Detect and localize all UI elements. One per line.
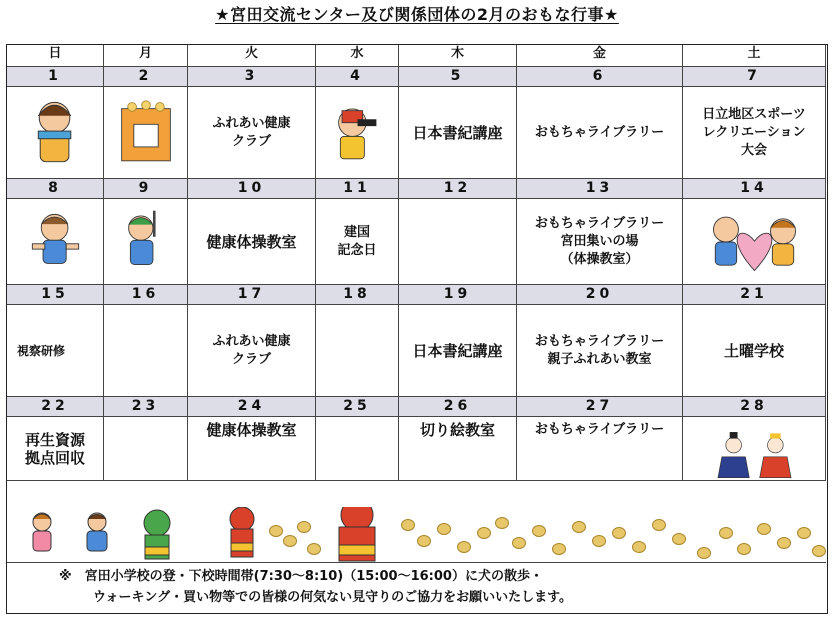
date-cell: 7 [683, 67, 826, 87]
event-cell [104, 417, 188, 481]
bean-icon [777, 537, 791, 549]
bean-icon [495, 517, 509, 529]
event-cell: 視察研修 [7, 305, 104, 397]
date-cell: 23 [104, 397, 188, 417]
running-boy-icon [9, 201, 102, 283]
date-cell: 1 [7, 67, 104, 87]
date-cell: 9 [104, 179, 188, 199]
event-cell: 日立地区スポーツ レクリエーション 大会 [683, 87, 826, 179]
fuku-masu-icon [106, 89, 186, 177]
setsubun-strip [7, 507, 826, 563]
date-cell: 12 [399, 179, 517, 199]
event-cell: 健康体操教室 [188, 417, 316, 481]
date-cell: 14 [683, 179, 826, 199]
date-cell: 8 [7, 179, 104, 199]
date-cell: 6 [517, 67, 683, 87]
bean-icon [269, 525, 283, 537]
date-cell: 18 [316, 285, 399, 305]
bean-icon [512, 537, 526, 549]
weekday-header: 土 [683, 45, 826, 67]
event-cell: 切り絵教室 [399, 417, 517, 481]
event-cell [316, 305, 399, 397]
date-cell: 19 [399, 285, 517, 305]
event-cell: 健康体操教室 [188, 199, 316, 285]
date-cell: 4 [316, 67, 399, 87]
bean-icon [672, 533, 686, 545]
valentine-kids-icon [685, 201, 824, 283]
event-cell: おもちゃライブラリー 親子ふれあい教室 [517, 305, 683, 397]
date-cell: 22 [7, 397, 104, 417]
bean-icon [283, 535, 297, 547]
notice [7, 563, 826, 613]
weekday-header: 火 [188, 45, 316, 67]
date-cell: 10 [188, 179, 316, 199]
bean-icon [477, 527, 491, 539]
date-cell: 11 [316, 179, 399, 199]
date-cell: 16 [104, 285, 188, 305]
event-cell: おもちゃライブラリー [517, 417, 683, 481]
bean-icon [757, 523, 771, 535]
bean-icon [697, 547, 711, 559]
bean-icon [652, 519, 666, 531]
date-cell: 2 [104, 67, 188, 87]
date-cell: 13 [517, 179, 683, 199]
date-cell: 26 [399, 397, 517, 417]
bean-icon [437, 523, 451, 535]
bean-icon [297, 521, 311, 533]
event-cell: おもちゃライブラリー [517, 87, 683, 179]
notice-line-1: ※ 宮田小学校の登・下校時間帯(7:30～8:10)（15:00～16:00）に犬の散歩・ [59, 569, 543, 584]
bean-icon [572, 521, 586, 533]
hina-dolls-icon [685, 419, 824, 479]
event-cell: おもちゃライブラリー 宮田集いの場 （体操教室） [517, 199, 683, 285]
event-cell: ふれあい健康 クラブ [188, 305, 316, 397]
bean-icon [401, 519, 415, 531]
notice-line-2: ウォーキング・買い物等での皆様の何気ない見守りのご協力をお願いいたします。 [93, 590, 573, 605]
event-cell: 再生資源 拠点回収 [7, 417, 104, 481]
bean-throw-boy-icon [106, 201, 186, 283]
date-cell: 3 [188, 67, 316, 87]
calendar-grid [6, 44, 828, 614]
date-cell: 15 [7, 285, 104, 305]
bean-icon [612, 527, 626, 539]
date-cell: 24 [188, 397, 316, 417]
bean-icon [797, 527, 811, 539]
event-cell: 日本書紀講座 [399, 87, 517, 179]
bean-icon [632, 541, 646, 553]
weekday-header: 月 [104, 45, 188, 67]
event-cell [104, 305, 188, 397]
bean-icon [719, 527, 733, 539]
page-title: ★宮田交流センター及び関係団体の2月のおもな行事★ [215, 5, 619, 24]
bean-icon [417, 535, 431, 547]
bean-icon [592, 535, 606, 547]
event-cell [399, 199, 517, 285]
date-cell: 21 [683, 285, 826, 305]
event-cell: 土曜学校 [683, 305, 826, 397]
bean-icon [552, 543, 566, 555]
event-cell [316, 417, 399, 481]
bean-icon [457, 541, 471, 553]
weekday-header: 日 [7, 45, 104, 67]
date-cell: 5 [399, 67, 517, 87]
date-cell: 17 [188, 285, 316, 305]
date-cell: 25 [316, 397, 399, 417]
weekday-header: 木 [399, 45, 517, 67]
event-cell: ふれあい健康 クラブ [188, 87, 316, 179]
weekday-header: 水 [316, 45, 399, 67]
event-cell: 建国 記念日 [316, 199, 399, 285]
date-cell: 28 [683, 397, 826, 417]
bean-icon [307, 543, 321, 555]
bean-icon [812, 545, 826, 557]
bean-icon [737, 543, 751, 555]
girl-scarf-icon [9, 89, 102, 177]
bean-icon [532, 525, 546, 537]
weekday-header: 金 [517, 45, 683, 67]
event-cell: 日本書紀講座 [399, 305, 517, 397]
date-cell: 20 [517, 285, 683, 305]
ehomaki-boy-icon [318, 89, 397, 177]
date-cell: 27 [517, 397, 683, 417]
